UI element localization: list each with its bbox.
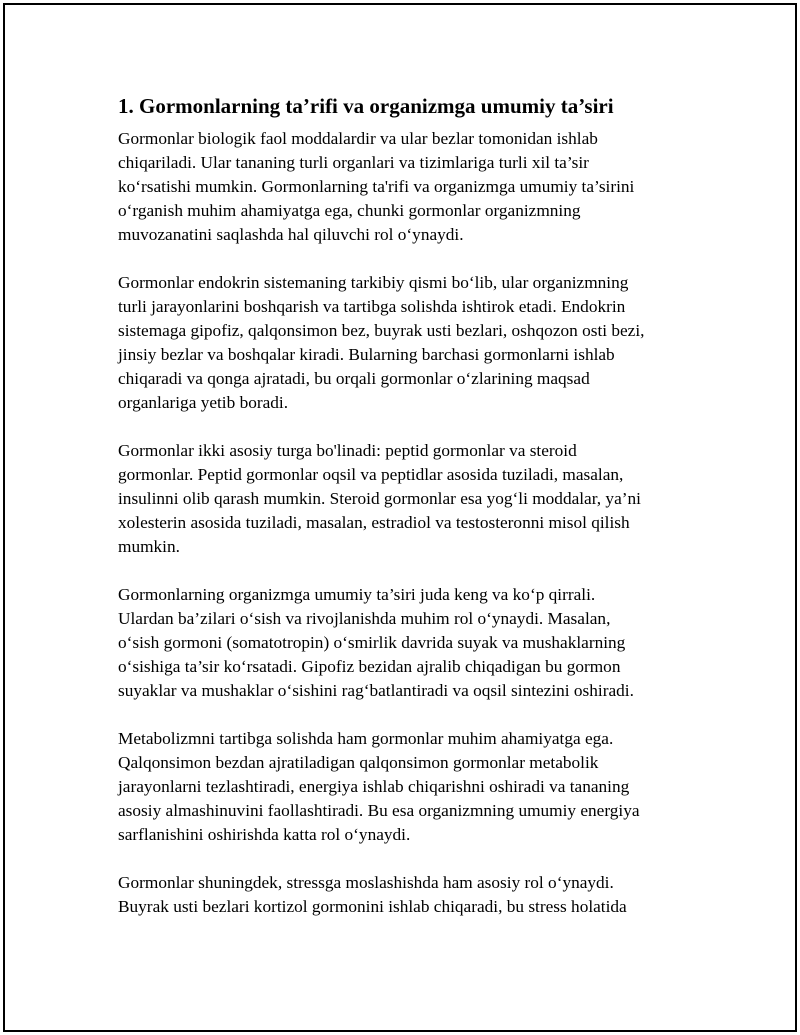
- text-line: Gormonlar ikki asosiy turga bo'linadi: peptid gormonlar va steroid: [118, 441, 577, 460]
- paragraph-5: [118, 727, 693, 847]
- text-line: insulinni olib qarash mumkin. Steroid gormonlar esa yog‘li moddalar, ya’ni: [118, 489, 641, 508]
- text-line: gormonlar. Peptid gormonlar oqsil va peptidlar asosida tuziladi, masalan,: [118, 465, 624, 484]
- text-line: turli jarayonlarini boshqarish va tartibga solishda ishtirok etadi. Endokrin: [118, 297, 626, 316]
- text-line: chiqaradi va qonga ajratadi, bu orqali gormonlar o‘zlarining maqsad: [118, 369, 590, 388]
- paragraph-6: [118, 871, 693, 919]
- text-line: o‘sishiga ta’sir ko‘rsatadi. Gipofiz bezidan ajralib chiqadigan bu gormon: [118, 657, 621, 676]
- paragraph-4: [118, 583, 693, 703]
- text-line: Gormonlar biologik faol moddalardir va ular bezlar tomonidan ishlab: [118, 129, 598, 148]
- text-line: xolesterin asosida tuziladi, masalan, estradiol va testosteronni misol qilish: [118, 513, 630, 532]
- text-line: Metabolizmni tartibga solishda ham gormonlar muhim ahamiyatga ega.: [118, 729, 614, 748]
- text-line: Gormonlar endokrin sistemaning tarkibiy qismi bo‘lib, ular organizmning: [118, 273, 629, 292]
- text-line: Gormonlar shuningdek, stressga moslashishda ham asosiy rol o‘ynaydi.: [118, 873, 614, 892]
- text-line: mumkin.: [118, 537, 180, 556]
- document-body: [118, 92, 693, 943]
- text-line: Ulardan ba’zilari o‘sish va rivojlanishda muhim rol o‘ynaydi. Masalan,: [118, 609, 611, 628]
- text-line: Buyrak usti bezlari kortizol gormonini ishlab chiqaradi, bu stress holatida: [118, 897, 627, 916]
- paragraph-2: [118, 271, 693, 415]
- text-line: Gormonlarning organizmga umumiy ta’siri juda keng va ko‘p qirrali.: [118, 585, 596, 604]
- section-heading: 1. Gormonlarning ta’rifi va organizmga umumiy ta’siri: [118, 94, 614, 118]
- text-line: organlariga yetib boradi.: [118, 393, 289, 412]
- text-line: o‘sish gormoni (somatotropin) o‘smirlik davrida suyak va mushaklarning: [118, 633, 626, 652]
- text-line: jarayonlarni tezlashtiradi, energiya ishlab chiqarishni oshiradi va tananing: [118, 777, 630, 796]
- text-line: suyaklar va mushaklar o‘sishini rag‘batlantiradi va oqsil sintezini oshiradi.: [118, 681, 634, 700]
- text-line: o‘rganish muhim ahamiyatga ega, chunki gormonlar organizmning: [118, 201, 581, 220]
- text-line: ko‘rsatishi mumkin. Gormonlarning ta'rifi va organizmga umumiy ta’sirini: [118, 177, 635, 196]
- paragraph-3: [118, 439, 693, 559]
- text-line: jinsiy bezlar va boshqalar kiradi. Bularning barchasi gormonlarni ishlab: [118, 345, 615, 364]
- text-line: sistemaga gipofiz, qalqonsimon bez, buyrak usti bezlari, oshqozon osti bezi,: [118, 321, 645, 340]
- text-line: sarflanishini oshirishda katta rol o‘ynaydi.: [118, 825, 411, 844]
- text-line: chiqariladi. Ular tananing turli organlari va tizimlariga turli xil ta’sir: [118, 153, 589, 172]
- text-line: Qalqonsimon bezdan ajratiladigan qalqonsimon gormonlar metabolik: [118, 753, 599, 772]
- text-line: muvozanatini saqlashda hal qiluvchi rol o‘ynaydi.: [118, 225, 464, 244]
- paragraph-1: [118, 127, 693, 247]
- text-line: asosiy almashinuvini faollashtiradi. Bu esa organizmning umumiy energiya: [118, 801, 640, 820]
